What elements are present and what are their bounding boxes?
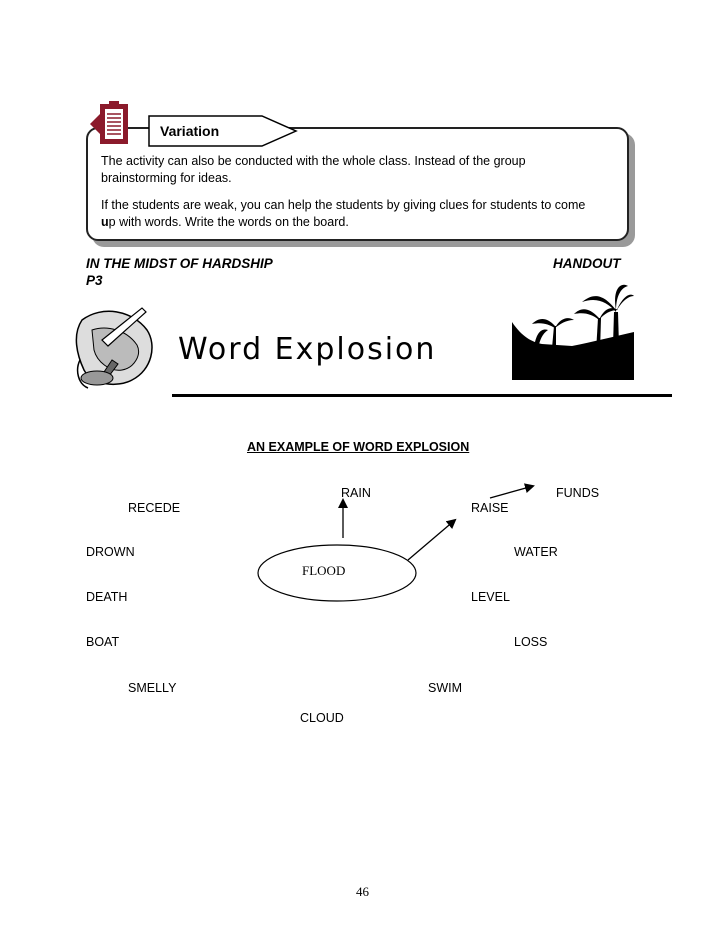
handout-code: P3 [86, 273, 103, 288]
handout-label: HANDOUT [553, 256, 621, 271]
page-title: Word Explosion [178, 332, 437, 367]
handout-theme: IN THE MIDST OF HARDSHIP [86, 256, 273, 271]
arrow-to-funds [490, 486, 533, 498]
word-cloud: CLOUD [300, 711, 344, 725]
center-word-flood: FLOOD [302, 563, 346, 578]
palm-trees-clipart-icon [512, 282, 634, 380]
clipboard-icon [90, 100, 134, 148]
word-loss: LOSS [514, 635, 548, 649]
word-level: LEVEL [471, 590, 510, 604]
variation-paragraph-2-line-2 [101, 214, 621, 231]
word-drown: DROWN [86, 545, 135, 559]
word-raise: RAISE [471, 501, 509, 515]
word-smelly: SMELLY [128, 681, 177, 695]
word-swim: SWIM [428, 681, 463, 695]
quill-clipart-icon [72, 300, 172, 392]
variation-paragraph-1-line-2: brainstorming for ideas. [101, 171, 232, 185]
arrow-to-raise [408, 520, 455, 560]
variation-paragraph-2-line-1: If the students are weak, you can help the students by giving clues for students to come [101, 198, 586, 212]
variation-bold-u: u [101, 215, 109, 229]
variation-paragraph-1-line-1: The activity can also be conducted with the whole class. Instead of the group [101, 154, 526, 168]
word-funds: FUNDS [556, 486, 600, 500]
title-underline [172, 394, 672, 397]
variation-label: Variation [160, 123, 220, 139]
word-death: DEATH [86, 590, 128, 604]
word-boat: BOAT [86, 635, 120, 649]
word-rain: RAIN [341, 486, 371, 500]
word-recede: RECEDE [128, 501, 181, 515]
variation-paragraph-2-line-2-rest: p with words. Write the words on the board. [108, 215, 349, 229]
page-number: 46 [356, 884, 369, 899]
example-heading: AN EXAMPLE OF WORD EXPLOSION [247, 440, 470, 454]
word-water: WATER [514, 545, 558, 559]
